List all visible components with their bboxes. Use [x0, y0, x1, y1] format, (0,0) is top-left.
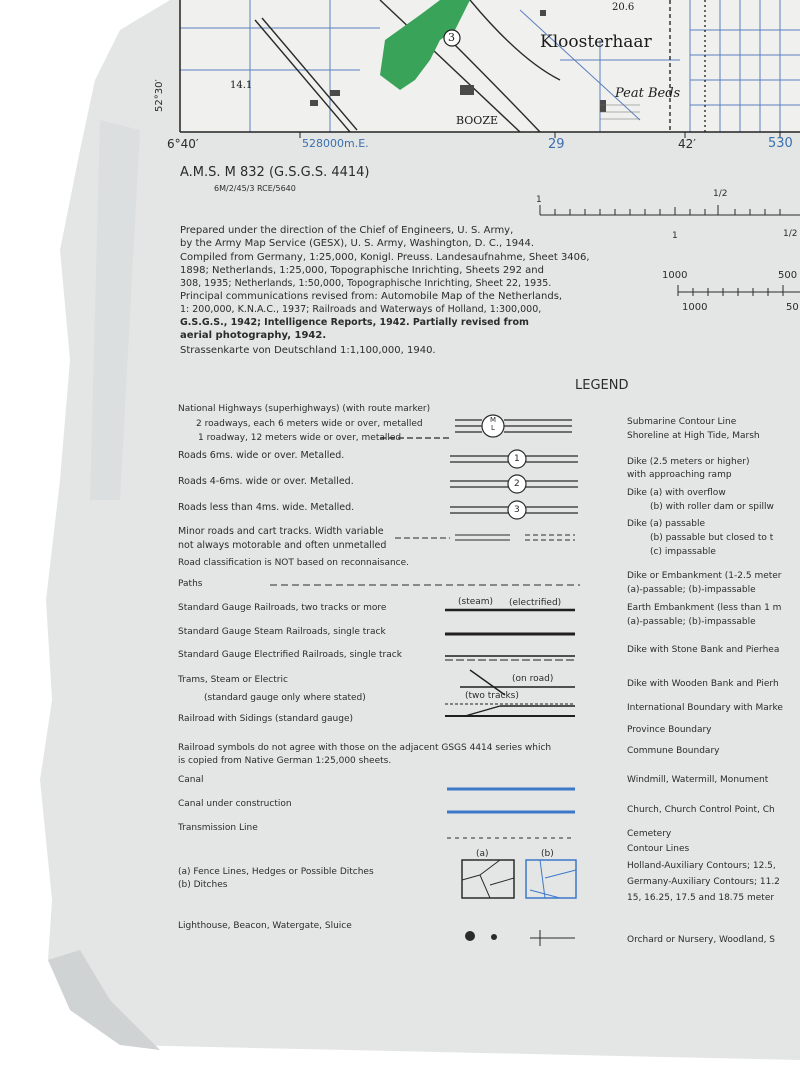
- credit-line-3: Compiled from Germany, 1:25,000, Konigl. Preuss. Landesaufnahme, Sheet 3406,: [180, 252, 590, 263]
- legend-1-roadway: 1 roadway, 12 meters wide or over, metalled: [198, 433, 402, 443]
- legend-dike-passable: Dike (a) passable: [627, 519, 705, 529]
- scale-label-one-b: 1: [672, 231, 678, 241]
- credit-line-8: G.S.G.S., 1942; Intelligence Reports, 1942. Partially revised from: [180, 317, 529, 328]
- legend-trams-standard: (standard gauge only where stated): [204, 693, 366, 703]
- coord-northing: 528000m.E.: [302, 137, 369, 150]
- scale-label-top-1000: 1000: [662, 270, 688, 281]
- legend-earth-embankment: Earth Embankment (less than 1 m: [627, 603, 782, 613]
- legend-province-boundary: Province Boundary: [627, 725, 712, 735]
- legend-international-boundary: International Boundary with Marke: [627, 703, 783, 713]
- legend-std-gauge-steam: Standard Gauge Steam Railroads, single track: [178, 627, 386, 637]
- symbol-electrified: (electrified): [509, 598, 562, 608]
- legend-shoreline: Shoreline at High Tide, Marsh: [627, 431, 760, 441]
- edition-note: 6M/2/45/3 RCE/5640: [214, 184, 296, 193]
- symbol-two-tracks: (two tracks): [465, 691, 519, 701]
- symbol-road-2: 2: [514, 479, 520, 489]
- credit-line-10: Strassenkarte von Deutschland 1:1,100,000, 1940.: [180, 345, 436, 356]
- legend-canal-construction: Canal under construction: [178, 799, 292, 809]
- legend-dike-2-5: Dike (2.5 meters or higher): [627, 457, 750, 467]
- legend-dike-wooden: Dike with Wooden Bank and Pierh: [627, 679, 779, 689]
- legend-roads-6ms: Roads 6ms. wide or over. Metalled.: [178, 450, 345, 461]
- legend-minor-roads-2: not always motorable and often unmetalled: [178, 540, 387, 551]
- symbol-ml: M L: [489, 416, 497, 432]
- legend-dike-embankment: Dike or Embankment (1-2.5 meter: [627, 571, 782, 581]
- scale-label-bot-1000: 1000: [682, 302, 708, 313]
- place-label-booze: BOOZE: [456, 114, 498, 127]
- legend-trams: Trams, Steam or Electric: [178, 675, 288, 685]
- legend-roads-4-6ms: Roads 4-6ms. wide or over. Metalled.: [178, 476, 354, 487]
- legend-railroad-sidings: Railroad with Sidings (standard gauge): [178, 714, 354, 724]
- map-background: [180, 0, 800, 132]
- legend-title: LEGEND: [575, 378, 629, 393]
- coord-grid-530: 530: [768, 136, 793, 151]
- legend-earth-embankment-ab: (a)-passable; (b)-impassable: [627, 617, 756, 627]
- credit-line-2: by the Army Map Service (GESX), U. S. Army, Washington, D. C., 1944.: [180, 238, 534, 249]
- legend-dike-stone: Dike with Stone Bank and Pierhea: [627, 645, 780, 655]
- coord-lat-side: 52°30′: [154, 79, 165, 112]
- sheet-title: A.M.S. M 832 (G.S.G.S. 4414): [180, 165, 370, 180]
- credit-line-9: aerial photography, 1942.: [180, 330, 327, 341]
- legend-commune-boundary: Commune Boundary: [627, 746, 720, 756]
- legend-national-highways: National Highways (superhighways) (with route marker): [178, 404, 431, 414]
- place-label-peat-beds: Peat Beds: [615, 86, 681, 101]
- elevation-14-1: 14.1: [230, 80, 253, 91]
- legend-lighthouse: Lighthouse, Beacon, Watergate, Sluice: [178, 921, 352, 931]
- legend-paths: Paths: [178, 579, 203, 589]
- credit-line-7: 1: 200,000, K.N.A.C., 1937; Railroads and Waterways of Holland, 1:300,000,: [180, 304, 542, 315]
- scale-label-top-500: 500: [778, 270, 798, 281]
- legend-2-roadways: 2 roadways, each 6 meters wide or over, metalled: [196, 419, 423, 429]
- legend-railroad-note-1: Railroad symbols do not agree with those on the adjacent GSGS 4414 series which: [178, 743, 552, 753]
- symbol-on-road: (on road): [512, 674, 554, 684]
- legend-cemetery: Cemetery: [627, 829, 672, 839]
- legend-dike-impassable: (c) impassable: [650, 547, 716, 557]
- scale-label-one: 1: [536, 195, 542, 205]
- symbol-road-1: 1: [514, 454, 520, 464]
- legend-contour-values: 15, 16.25, 17.5 and 18.75 meter: [627, 893, 775, 903]
- coord-min-42: 42′: [678, 137, 696, 151]
- symbol-steam: (steam): [458, 597, 494, 607]
- coord-lon-left: 6°40′: [167, 137, 199, 151]
- coord-grid-29: 29: [548, 137, 565, 152]
- legend-transmission-line: Transmission Line: [178, 823, 258, 833]
- legend-dike-embankment-ab: (a)-passable; (b)-impassable: [627, 585, 756, 595]
- legend-submarine-contour: Submarine Contour Line: [627, 417, 737, 427]
- legend-church: Church, Church Control Point, Ch: [627, 805, 775, 815]
- place-label-kloosterhaar: Kloosterhaar: [540, 32, 652, 52]
- symbol-fence-b: (b): [541, 849, 554, 859]
- legend-contour-lines: Contour Lines: [627, 844, 690, 854]
- legend-dike-closed: (b) passable but closed to t: [650, 533, 774, 543]
- legend-dike-roller: (b) with roller dam or spillw: [650, 502, 774, 512]
- credit-line-4: 1898; Netherlands, 1:25,000, Topographische Inrichting, Sheets 292 and: [180, 265, 544, 276]
- scale-label-half: 1/2: [713, 189, 728, 199]
- legend-canal: Canal: [178, 775, 204, 785]
- legend-minor-roads: Minor roads and cart tracks. Width variable: [178, 526, 384, 537]
- credit-line-1: Prepared under the direction of the Chief of Engineers, U. S. Army,: [180, 225, 514, 236]
- legend-railroad-note-2: is copied from Native German 1:25,000 sheets.: [178, 756, 392, 766]
- elevation-20-6: 20.6: [612, 2, 635, 13]
- legend-roads-less-4ms: Roads less than 4ms. wide. Metalled.: [178, 502, 355, 513]
- legend-germany-contours: Germany-Auxiliary Contours; 11.2: [627, 877, 780, 887]
- legend-std-gauge-two-tracks: Standard Gauge Railroads, two tracks or more: [178, 603, 387, 613]
- symbol-road-3: 3: [514, 505, 520, 515]
- legend-road-classification: Road classification is NOT based on reconnaisance.: [178, 558, 410, 568]
- scale-label-half-b: 1/2: [783, 229, 798, 239]
- legend-windmill: Windmill, Watermill, Monument: [627, 775, 769, 785]
- legend-fence-lines: (a) Fence Lines, Hedges or Possible Ditches: [178, 867, 374, 877]
- legend-holland-contours: Holland-Auxiliary Contours; 12.5,: [627, 861, 776, 871]
- credit-line-6: Principal communications revised from: Automobile Map of the Netherlands,: [180, 291, 563, 302]
- legend-orchard: Orchard or Nursery, Woodland, S: [627, 935, 776, 945]
- symbol-fence-a: (a): [476, 849, 489, 859]
- credit-line-5: 308, 1935; Netherlands, 1:50,000, Topographische Inrichting, Sheet 22, 1935.: [180, 278, 552, 289]
- legend-ditches: (b) Ditches: [178, 880, 228, 890]
- legend-std-gauge-electrified: Standard Gauge Electrified Railroads, single track: [178, 650, 402, 660]
- route-marker-number: 3: [448, 31, 455, 44]
- legend-dike-ramp: with approaching ramp: [627, 470, 732, 480]
- legend-dike-overflow: Dike (a) with overflow: [627, 488, 726, 498]
- scale-label-bot-50: 50: [786, 302, 799, 313]
